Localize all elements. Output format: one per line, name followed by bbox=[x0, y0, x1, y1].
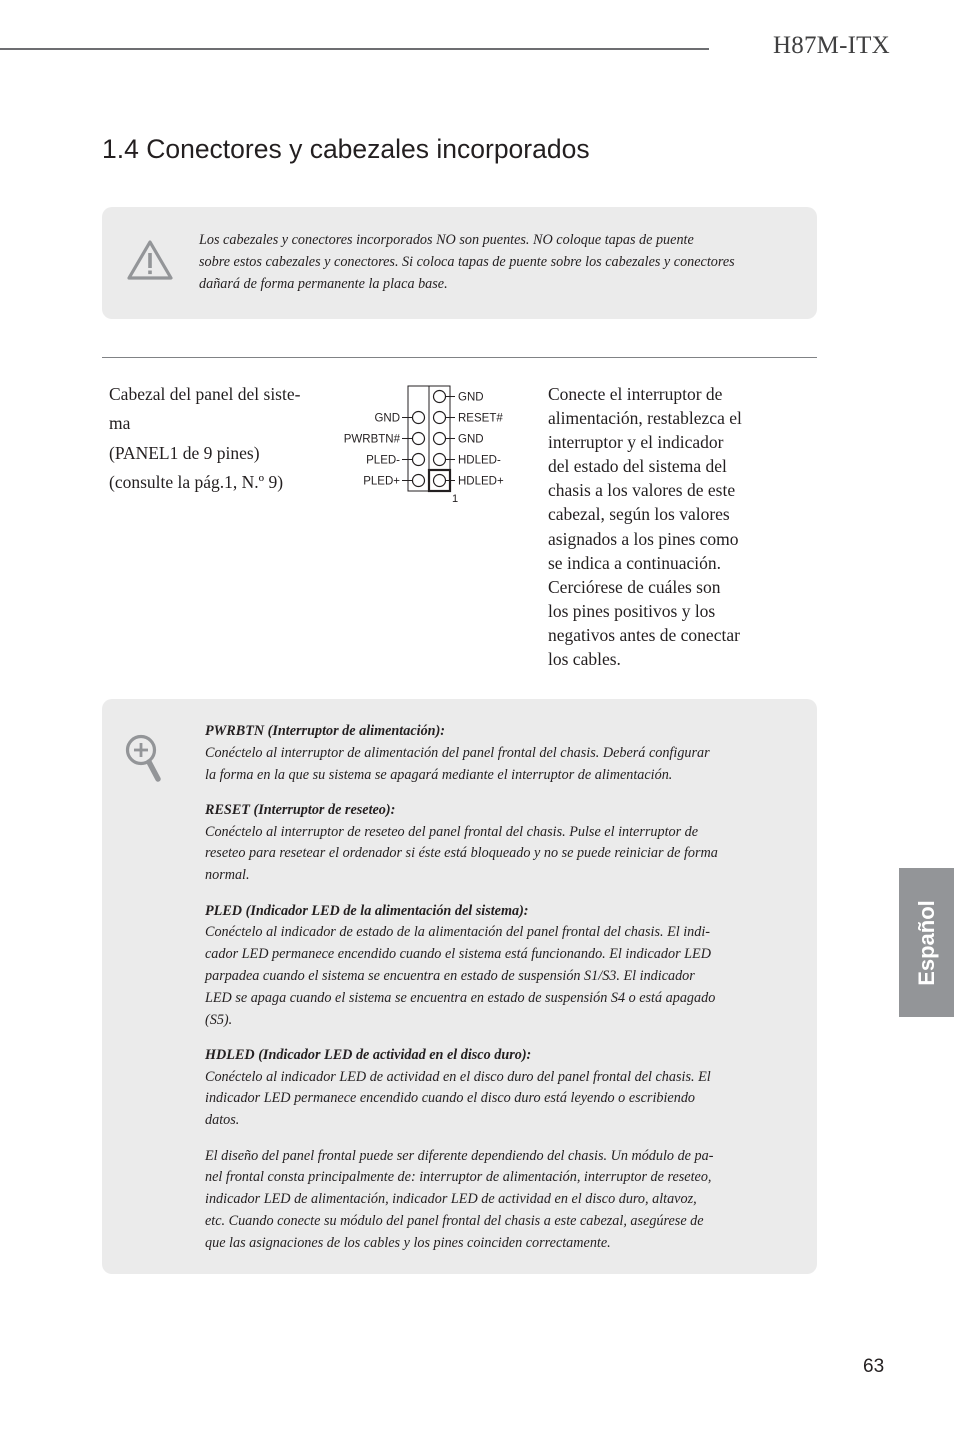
magnifier-icon bbox=[124, 733, 164, 783]
pin-right-2 bbox=[434, 412, 446, 424]
info-box bbox=[102, 699, 817, 1274]
info-line: indicador LED permanece encendido cuando el disco duro está leyendo o escribiendo bbox=[205, 1090, 696, 1107]
section-divider bbox=[102, 357, 817, 358]
info-line: que las asignaciones de los cables y los pines coinciden correctamente. bbox=[205, 1234, 611, 1251]
pin-left-4 bbox=[413, 475, 425, 487]
description-line: los cables. bbox=[548, 649, 621, 670]
info-block-title: RESET (Interruptor de reseteo): bbox=[205, 801, 396, 818]
warning-line: Los cabezales y conectores incorporados NO son puentes. NO coloque tapas de puente bbox=[199, 232, 694, 248]
info-line: (S5). bbox=[205, 1011, 233, 1028]
description-line: cabezal, según los valores bbox=[548, 504, 730, 525]
info-line: indicador LED de alimentación, indicador LED de actividad en el disco duro, altavoz, bbox=[205, 1191, 697, 1208]
description-line: chasis a los valores de este bbox=[548, 480, 736, 501]
header-label-line: (consulte la pág.1, N.º 9) bbox=[109, 471, 284, 492]
page-number: 63 bbox=[863, 1356, 885, 1377]
header-rule bbox=[0, 48, 709, 50]
pin-label-left: GND bbox=[374, 412, 400, 425]
pin-right-5 bbox=[434, 475, 446, 487]
info-block-title: HDLED (Indicador LED de actividad en el disco duro): bbox=[205, 1046, 532, 1063]
header-label bbox=[109, 380, 329, 497]
pin-label-right: GND bbox=[458, 391, 484, 404]
description-line: asignados a los pines como bbox=[548, 528, 739, 549]
description-line: interruptor y el indicador bbox=[548, 432, 724, 453]
description-line: negativos antes de conectar bbox=[548, 624, 740, 645]
info-block-title: PLED (Indicador LED de la alimentación del sistema): bbox=[205, 902, 529, 919]
pin-diagram bbox=[328, 381, 528, 511]
header-description bbox=[548, 382, 788, 671]
description-line: alimentación, restablezca el bbox=[548, 408, 742, 429]
warning-line: sobre estos cabezales y conectores. Si coloca tapas de puente sobre los cabezales y conectores bbox=[199, 253, 735, 270]
pin-label-left: PWRBTN# bbox=[343, 433, 400, 446]
pin-label-right: HDLED+ bbox=[458, 475, 504, 488]
info-block-pwrbtn bbox=[205, 721, 765, 786]
info-line: Conéctelo al indicador de estado de la alimentación del panel frontal del chasis. El indi- bbox=[205, 924, 711, 941]
warning-text bbox=[199, 230, 769, 295]
header-label-line: (PANEL1 de 9 pines) bbox=[109, 442, 260, 463]
pin-label-right: HDLED- bbox=[458, 454, 501, 467]
warning-line: dañará de forma permanente la placa base. bbox=[199, 275, 448, 292]
info-line: la forma en la que su sistema se apagará mediante el interruptor de alimentación. bbox=[205, 766, 673, 783]
info-content bbox=[205, 721, 765, 1268]
pin-label-left: PLED+ bbox=[363, 475, 400, 488]
warning-triangle-icon bbox=[126, 239, 174, 281]
pin-right-4 bbox=[434, 454, 446, 466]
model-name: H87M-ITX bbox=[773, 32, 890, 59]
info-block-pled bbox=[205, 901, 765, 1032]
info-line: cador LED permanece encendido cuando el sistema está funcionando. El indicador LED bbox=[205, 946, 711, 963]
info-line: etc. Cuando conecte su módulo del panel frontal del chasis a este cabezal, asegúrese de bbox=[205, 1212, 704, 1229]
pin-right-1 bbox=[434, 391, 446, 403]
language-tab bbox=[899, 868, 954, 1017]
pin-right-3 bbox=[434, 433, 446, 445]
pin-one-label: 1 bbox=[452, 493, 459, 505]
language-tab-label: Español bbox=[913, 899, 939, 986]
info-block-hdled bbox=[205, 1045, 765, 1132]
info-line: reseteo para resetear el ordenador si éste está bloqueado y no se puede reiniciar de forma bbox=[205, 845, 718, 862]
info-line: Conéctelo al interruptor de reseteo del panel frontal del chasis. Pulse el interruptor de bbox=[205, 823, 699, 840]
description-line: Conecte el interruptor de bbox=[548, 384, 723, 404]
pin-label-right: RESET# bbox=[458, 412, 503, 425]
info-line: Conéctelo al interruptor de alimentación del panel frontal del chasis. Deberá configurar bbox=[205, 744, 710, 761]
info-line: parpadea cuando el sistema se encuentra en estado de suspensión S1/S3. El indicador bbox=[205, 967, 695, 984]
info-block-title: PWRBTN (Interruptor de alimentación): bbox=[205, 723, 446, 739]
description-line: los pines positivos y los bbox=[548, 600, 716, 621]
info-line: nel frontal consta principalmente de: interruptor de alimentación, interruptor de reseteo, bbox=[205, 1169, 712, 1186]
pin-left-2 bbox=[413, 433, 425, 445]
description-line: Cerciórese de cuáles son bbox=[548, 576, 721, 597]
pin-label-left: PLED- bbox=[366, 454, 400, 467]
header-label-line: ma bbox=[109, 413, 131, 434]
info-block-front-panel bbox=[205, 1146, 765, 1255]
section-title: 1.4 Conectores y cabezales incorporados bbox=[102, 134, 590, 164]
info-block-reset bbox=[205, 800, 765, 887]
description-line: del estado del sistema del bbox=[548, 456, 727, 477]
pin-left-3 bbox=[413, 454, 425, 466]
info-line: LED se apaga cuando el sistema se encuentra en estado de suspensión S4 o está apagado bbox=[205, 989, 716, 1006]
warning-box bbox=[102, 207, 817, 319]
pin-left-1 bbox=[413, 412, 425, 424]
description-line: se indica a continuación. bbox=[548, 552, 721, 573]
info-line: El diseño del panel frontal puede ser diferente dependiendo del chasis. Un módulo de pa- bbox=[205, 1147, 714, 1164]
info-line: Conéctelo al indicador LED de actividad en el disco duro del panel frontal del chasis. El bbox=[205, 1068, 711, 1085]
header-label-line: Cabezal del panel del siste- bbox=[109, 384, 301, 404]
info-line: normal. bbox=[205, 867, 250, 884]
pin-label-right: GND bbox=[458, 433, 484, 446]
info-line: datos. bbox=[205, 1112, 240, 1129]
